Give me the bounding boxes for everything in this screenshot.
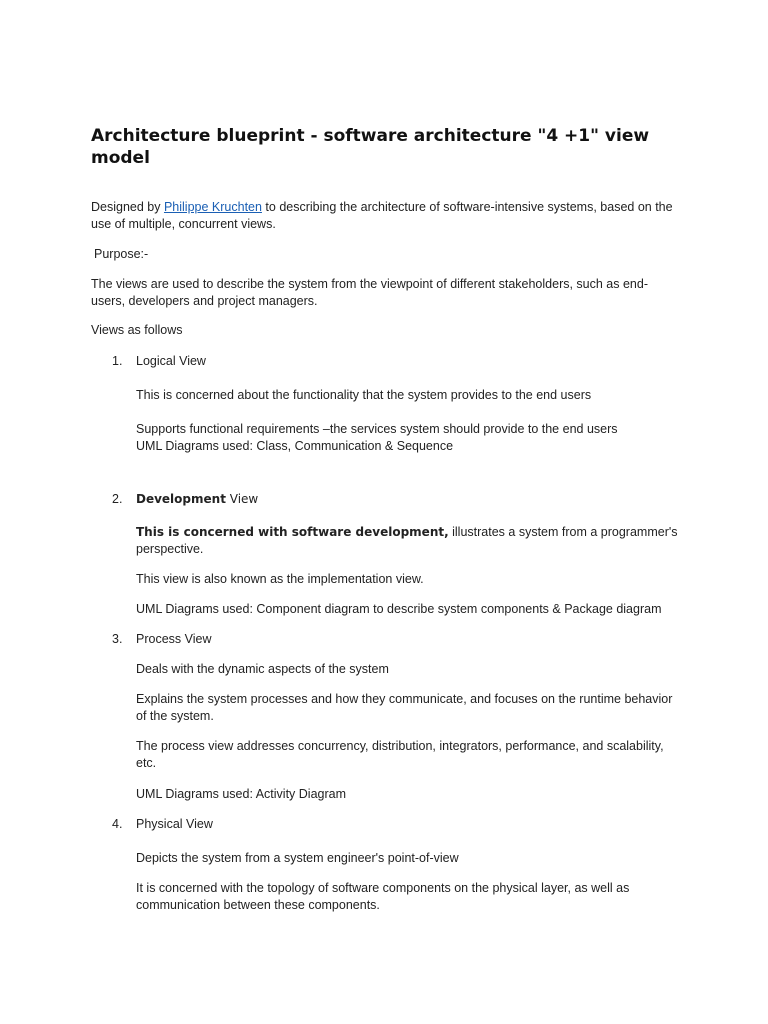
physical-view-p2-line-2: communication between these components. — [136, 898, 380, 912]
views-intro: Views as follows — [91, 323, 183, 337]
development-heading-rest: View — [225, 492, 259, 506]
development-view-p1-line-2: perspective. — [136, 542, 204, 556]
logical-view-p2-line-1: Supports functional requirements –the services system should provide to the end users — [136, 422, 618, 436]
purpose-label: Purpose:- — [94, 247, 149, 261]
development-p1-bold: This is concerned with software development, — [136, 525, 449, 539]
view-heading-process: Process View — [136, 632, 212, 646]
process-view-p1: Deals with the dynamic aspects of the system — [136, 662, 389, 676]
physical-view-p1: Depicts the system from a system engineer's point-of-view — [136, 851, 459, 865]
logical-view-p1: This is concerned about the functionality that the system provides to the end users — [136, 388, 592, 402]
process-view-p2-line-1: Explains the system processes and how they communicate, and focuses on the runtime behavior — [136, 692, 673, 706]
development-view-p1-line-1 — [136, 524, 678, 541]
list-number-4: 4. — [112, 817, 123, 831]
process-view-p3-line-1: The process view addresses concurrency, distribution, integrators, performance, and scalability, — [136, 739, 664, 753]
view-heading-logical: Logical View — [136, 354, 206, 368]
intro-prefix: Designed by — [91, 200, 164, 214]
list-number-1: 1. — [112, 354, 123, 368]
document-title: Architecture blueprint - software architecture "4 +1" view model — [91, 126, 650, 168]
list-number-3: 3. — [112, 632, 123, 646]
development-heading-bold: Development — [136, 492, 226, 506]
process-view-p3-line-2: etc. — [136, 756, 157, 770]
development-p1-rest: illustrates a system from a programmer's — [448, 525, 678, 539]
author-link[interactable]: Philippe Kruchten — [163, 200, 262, 214]
physical-view-p2-line-1: It is concerned with the topology of software components on the physical layer, as well as — [136, 881, 630, 895]
development-view-p2: This view is also known as the implementation view. — [136, 572, 424, 586]
process-view-p4: UML Diagrams used: Activity Diagram — [136, 787, 347, 801]
purpose-text-line-2: users, developers and project managers. — [91, 294, 318, 308]
view-heading-physical: Physical View — [136, 817, 213, 831]
list-number-2: 2. — [112, 492, 123, 506]
intro-line-1-suffix: to describing the architecture of software-intensive systems, based on the — [261, 200, 673, 214]
view-heading-development — [136, 491, 258, 508]
purpose-text-line-1: The views are used to describe the system from the viewpoint of different stakeholders, such as end- — [91, 277, 648, 291]
development-view-p3: UML Diagrams used: Component diagram to describe system components & Package diagram — [136, 602, 662, 616]
logical-view-p2-line-2: UML Diagrams used: Class, Communication & Sequence — [136, 439, 454, 453]
intro-line-2: use of multiple, concurrent views. — [91, 217, 276, 231]
intro-line-1 — [91, 199, 673, 216]
process-view-p2-line-2: of the system. — [136, 709, 214, 723]
